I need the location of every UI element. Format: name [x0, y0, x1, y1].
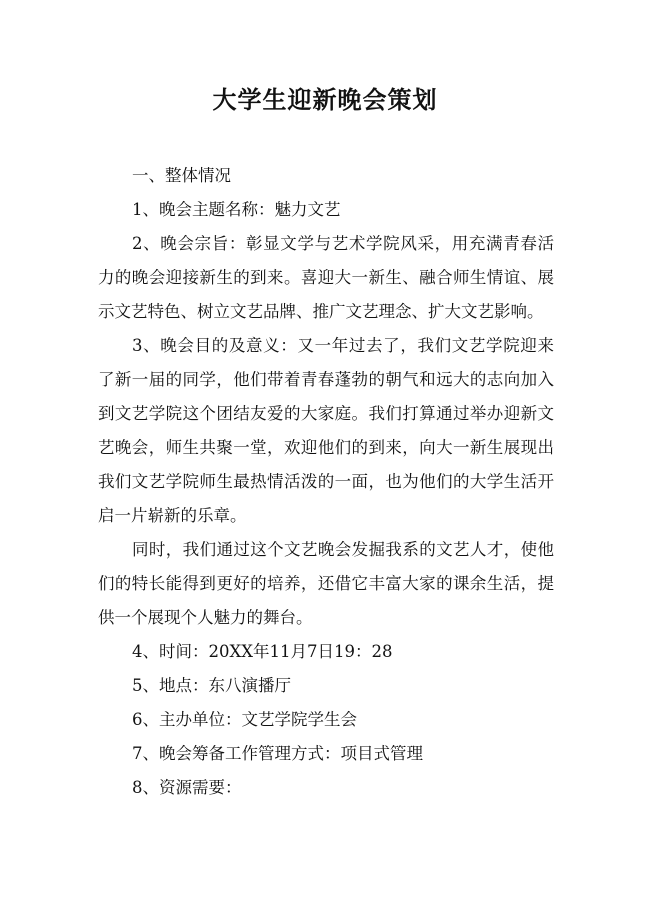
paragraph-resources: 8、资源需要： [132, 778, 242, 797]
paragraph-talent-discovery: 同时，我们通过这个文艺晚会发掘我系的文艺人才，使他们的特长能得到更好的培养，还借它丰富大家的课余生活，提供一个展现个人魅力的舞台。 [98, 540, 554, 627]
paragraph-organizer: 6、主办单位：文艺学院学生会 [132, 710, 357, 729]
paragraph-location: 5、地点：东八演播厅 [132, 676, 291, 695]
document-title: 大学生迎新晚会策划 [212, 86, 438, 114]
paragraph-time: 4、时间：20XX年11月7日19：28 [132, 642, 393, 661]
paragraph-significance: 3、晚会目的及意义：又一年过去了，我们文艺学院迎来了新一届的同学，他们带着青春蓬勃的朝气和远大的志向加入到文艺学院这个团结友爱的大家庭。我们打算通过举办迎新文艺晚会，师生共聚一堂，欢迎他们的到来，向大一新生展现出我们文艺学院师生最热情活泼的一面，也为他们的大学生活开启一片崭新的乐章。 [98, 336, 554, 525]
section-heading-overview: 一、整体情况 [132, 166, 231, 185]
paragraph-purpose: 2、晚会宗旨：彰显文学与艺术学院风采，用充满青春活力的晚会迎接新生的到来。喜迎大一新生、融合师生情谊、展示文艺特色、树立文艺品牌、推广文艺理念、扩大文艺影响。 [98, 234, 554, 321]
document-body [98, 159, 554, 805]
paragraph-theme-name: 1、晚会主题名称：魅力文艺 [132, 200, 341, 219]
paragraph-management: 7、晚会筹备工作管理方式：项目式管理 [132, 744, 423, 763]
